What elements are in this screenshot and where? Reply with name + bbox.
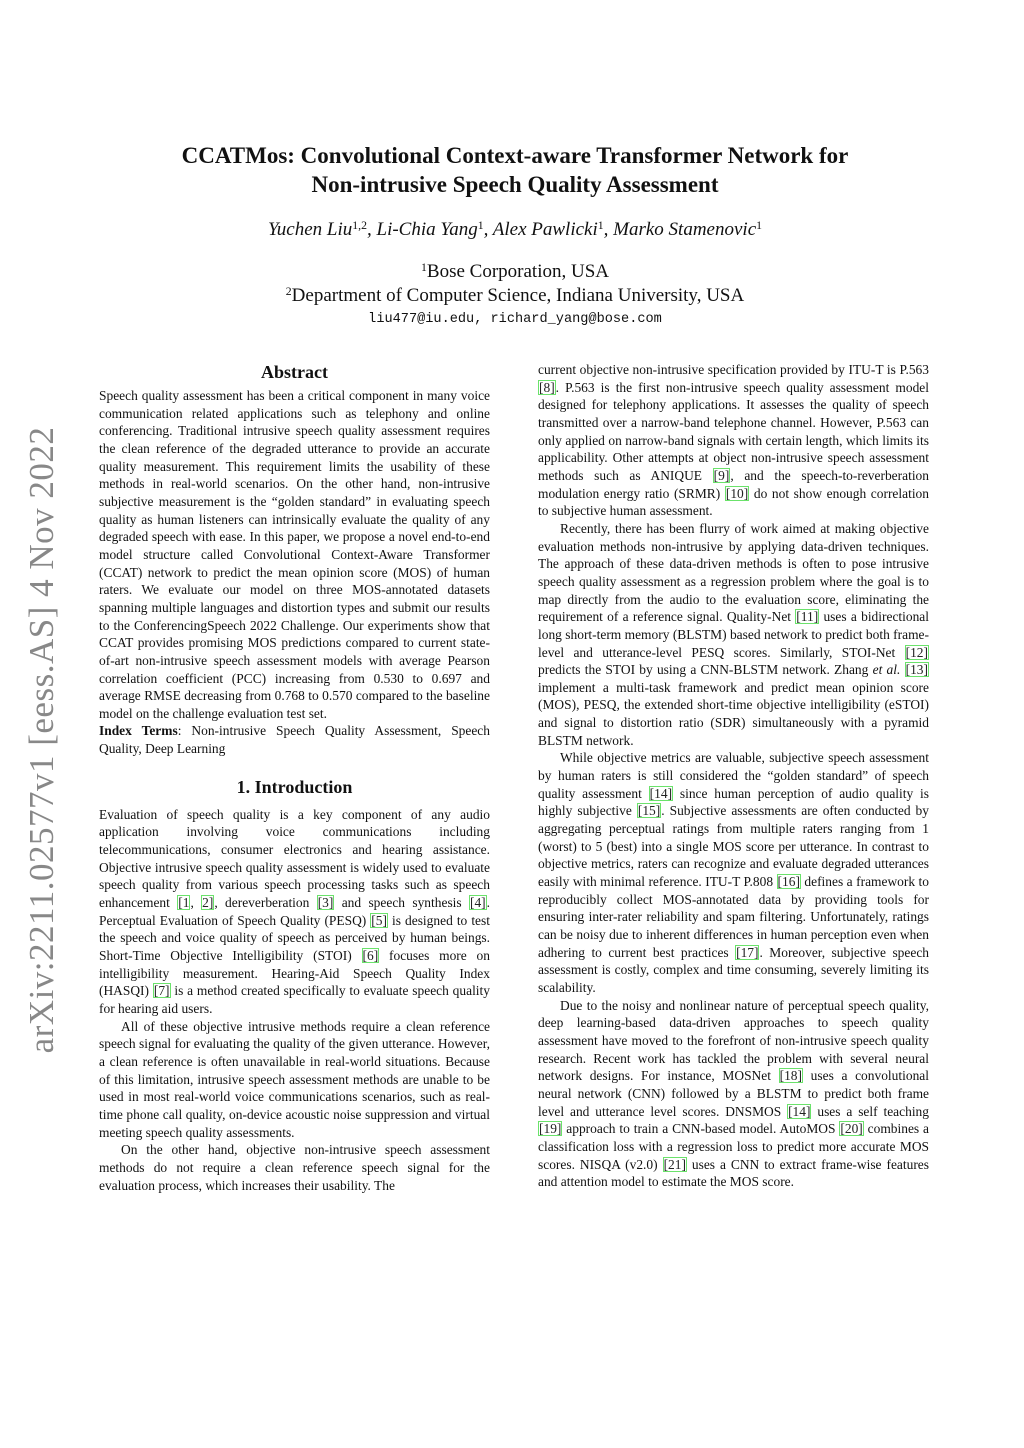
- paragraph-text: Due to the noisy and nonlinear nature of perceptual speech quality, deep learning-based data-driven approaches to speech quality assessment have moved to the forefront of non-intrusive speech quality research. Recent work has tackled the problem with several neural network designs. For instance, MOSNet: [538, 997, 929, 1084]
- affiliation-sup: 2: [285, 284, 292, 298]
- citation-link[interactable]: [15]: [637, 803, 661, 819]
- intro-paragraph-6: [538, 749, 929, 996]
- affiliation-text: Bose Corporation, USA: [426, 261, 609, 282]
- intro-paragraph-7: [538, 997, 929, 1191]
- paragraph-text: ,: [190, 895, 202, 911]
- paragraph-text: . Subjective assessments are often conducted by aggregating perceptual ratings from multiple raters ranging from 1 (worst) to 5 (best) into a single MOS score per utterance. In contrast to objective metrics, raters can recognize and evaluate degraded utterances easily with minimal reference. ITU-T P.808: [538, 803, 929, 890]
- paragraph-text: implement a multi-task framework and predict mean opinion score (MOS), PESQ, the extended short-time objective intelligibility (eSTOI) and signal to distortion ratio (SDR) simultaneously with a pyramid BLSTM network.: [538, 679, 929, 748]
- emphasis-text: et al.: [872, 662, 901, 678]
- citation-link[interactable]: [18]: [779, 1068, 802, 1084]
- paragraph-text: , dereverberation: [214, 895, 317, 911]
- intro-paragraph-4: [538, 361, 929, 520]
- author-sup: 1: [477, 218, 484, 232]
- citation-link[interactable]: [12]: [905, 644, 928, 660]
- citation-link[interactable]: [20]: [840, 1121, 863, 1137]
- author-list: Yuchen Liu$^{1,2}$, Li-Chia Yang$^1$, Alex Pawlicki$^1$, Marko Stamenovic$^1$: [267, 218, 763, 240]
- citation-link[interactable]: [14]: [788, 1103, 811, 1119]
- affiliation-1: [100, 260, 930, 286]
- paragraph-text: approach to train a CNN-based model. AutoMOS: [562, 1121, 840, 1137]
- citation-link[interactable]: [1: [178, 895, 190, 911]
- author-sup: 1,2: [352, 218, 367, 232]
- paragraph-text: uses a self teaching: [811, 1103, 929, 1119]
- paragraph-text: . Perceptual Evaluation of Speech Quality (PESQ): [99, 895, 491, 928]
- paragraph-text: do not show enough correlation to subjective human assessment.: [538, 485, 929, 519]
- introduction-heading: 1. Introduction: [236, 776, 353, 797]
- citation-link[interactable]: [6]: [362, 948, 379, 964]
- paragraph-text: All of these objective intrusive methods require a clean reference speech signal for evaluating the quality of the given utterance. However, a clean reference is often unavailable in real-world situations. Because of this limitation, intrusive speech assessment methods are unable to be used in most real-world voice communications scenarios, such as real-time phone call quality, on-device acoustic noise suppression and virtual meeting speech quality assessments.: [99, 1018, 490, 1140]
- intro-paragraph-3: [99, 1141, 490, 1194]
- index-terms-text: : Non-intrusive Speech Quality Assessment, Speech Quality, Deep Learning: [99, 723, 490, 757]
- paragraph-text: and speech synthesis: [334, 895, 469, 911]
- author-sup: 1: [756, 218, 763, 232]
- intro-paragraph-5: [538, 520, 929, 750]
- citation-link[interactable]: [14]: [649, 785, 673, 801]
- paragraph-text: [900, 662, 904, 677]
- affiliation-sup: 1: [421, 260, 427, 274]
- author-name: Li-Chia Yang: [376, 219, 478, 240]
- paragraph-text: defines a framework to reproducibly collect MOS-annotated data by providing tools for ensuring inter-rater reliability and spam filtering. Unfortunately, ratings can be noisy due to inherent differences in human perception even when adhering to current best practices: [538, 874, 929, 960]
- title-line-2: Non-intrusive Speech Quality Assessment: [311, 172, 719, 197]
- arxiv-identifier-text: arXiv:2211.02577v1 [eess.AS] 4 Nov 2022: [22, 426, 61, 1054]
- paragraph-text: current objective non-intrusive specification provided by ITU-T is P.563: [538, 362, 929, 377]
- right-column: [538, 361, 929, 1191]
- author-emails: liu477@iu.edu, richard_yang@bose.com: [368, 312, 662, 327]
- paragraph-text: since human perception of audio quality is highly subjective: [538, 785, 929, 819]
- author-sup: 1: [597, 218, 604, 232]
- author-name: Marko Stamenovic: [613, 219, 757, 240]
- citation-link[interactable]: [19]: [539, 1121, 562, 1137]
- paragraph-text: is designed to test the speech and voice quality of speech as perceived by human beings. Short-Time Objective Intelligibility (STOI): [99, 912, 490, 964]
- citation-link[interactable]: [13]: [905, 662, 928, 678]
- citation-link[interactable]: [11]: [796, 609, 819, 625]
- paragraph-text: While objective metrics are valuable, subjective speech assessment by human raters is still considered the “golden standard” of speech quality assessment: [538, 750, 929, 801]
- affiliation-text: Department of Computer Science, Indiana University, USA: [291, 285, 745, 306]
- paragraph-text: On the other hand, objective non-intrusive speech assessment methods do not require a clean reference speech signal for the evaluation process, which increases their usability. The: [99, 1142, 490, 1193]
- paragraph-text: focuses more on intelligibility measurement. Hearing-Aid Speech Quality Index (HASQI): [99, 948, 490, 999]
- citation-link[interactable]: [10]: [725, 485, 749, 501]
- paragraph-text: uses a convolutional neural network (CNN) followed by a BLSTM to predict both frame level and utterance level scores. DNSMOS: [538, 1068, 929, 1119]
- citation-link[interactable]: [3]: [317, 895, 334, 911]
- citation-link[interactable]: [4]: [469, 895, 486, 911]
- citation-link[interactable]: [7]: [153, 983, 170, 999]
- paragraph-text: uses a bidirectional long short-term memory (BLSTM) based network to predict both frame-level and utterance-level PESQ scores. Similarly, STOI-Net: [538, 609, 930, 660]
- citation-link[interactable]: [16]: [777, 874, 800, 890]
- title-line-1: CCATMos: Convolutional Context-aware Transformer Network for: [181, 143, 849, 168]
- index-terms-label: Index Terms: [99, 723, 178, 739]
- paragraph-text: Recently, there has been flurry of work aimed at making objective evaluation methods non-intrusive by applying data-driven techniques. The approach of these data-driven methods is often to pose intrusive speech quality assessment as a regression problem where the goal is to map directly from the audio to the evaluation score, eliminating the requirement of a reference signal. Quality-Net: [538, 520, 929, 625]
- arxiv-identifier: [14, 420, 70, 1060]
- index-terms: [99, 722, 490, 757]
- paragraph-text: . P.563 is the first non-intrusive speech quality assessment model designed for telephony applications. It assesses the quality of speech transmitted over a narrow-band telephone channel. However, P.563 can only applied on narrow-band signals with certain length, which limits its applicability. Other attempts at object non-intrusive speech assessment methods such as ANIQUE: [538, 379, 929, 483]
- affiliation-2: [100, 284, 930, 310]
- citation-link[interactable]: [9]: [713, 467, 730, 483]
- paragraph-text: uses a CNN to extract frame-wise features and attention model to estimate the MOS score.: [538, 1156, 929, 1190]
- citation-link[interactable]: [21]: [663, 1156, 686, 1172]
- paragraph-text: , and the speech-to-reverberation modulation energy ratio (SRMR): [538, 467, 929, 501]
- citation-link[interactable]: [8]: [539, 379, 555, 395]
- paragraph-text: predicts the STOI by using a CNN-BLSTM network. Zhang: [538, 662, 873, 678]
- author-name: Alex Pawlicki: [492, 219, 598, 240]
- abstract-text: Speech quality assessment has been a critical component in many voice communication related applications such as telephony and online conferencing. Traditional intrusive speech quality assessment requires the clean reference of the degraded utterance to provide an accurate quality measurement. This requirement limits the usability of these methods in real-world scenarios. On the other hand, non-intrusive subjective measurement is the “golden standard” in evaluating speech quality as human listeners can intrinsically evaluate the quality of any degraded speech with ease. In this paper, we propose a novel end-to-end model structure called Convolutional Context-Aware Transformer (CCAT) network to predict the mean opinion score (MOS) of human raters. We evaluate our model on three MOS-annotated datasets spanning multiple languages and distortion types and submit our results to the ConferencingSpeech 2022 Challenge. Our experiments show that CCAT provides promising MOS predictions compared to current state-of-art non-intrusive speech assessment models with average Pearson correlation coefficient (PCC) increasing from 0.530 to 0.697 and average RMSE decreasing from 0.768 to 0.570 compared to the baseline model on the challenge evaluation test set.: [99, 388, 490, 721]
- abstract-heading: Abstract: [261, 362, 328, 382]
- paragraph-text: . Moreover, subjective speech assessment is costly, complex and time consuming, severely limiting its scalability.: [538, 944, 929, 995]
- citation-link[interactable]: [17]: [736, 944, 759, 960]
- author-name: Yuchen Liu: [267, 219, 353, 240]
- intro-paragraph-2: [99, 1018, 490, 1142]
- paragraph-text: is a method created specifically to evaluate speech quality for hearing aid users.: [99, 983, 490, 1016]
- citation-link[interactable]: [5]: [371, 912, 387, 928]
- paragraph-text: Evaluation of speech quality is a key component of any audio application involving voice communications including telecommunications, consumer electronics and hearing assistance. Objective intrusive speech quality assessment is widely used to evaluate speech quality from various speech processing tasks such as speech enhancement: [99, 806, 490, 911]
- paper-title: [100, 141, 930, 199]
- left-column: [99, 361, 490, 1194]
- citation-link[interactable]: 2]: [202, 895, 214, 911]
- intro-paragraph-1: [99, 806, 490, 1018]
- paragraph-text: combines a classification loss with a regression loss to predict more accurate MOS scores. NISQA (v2.0): [538, 1121, 929, 1172]
